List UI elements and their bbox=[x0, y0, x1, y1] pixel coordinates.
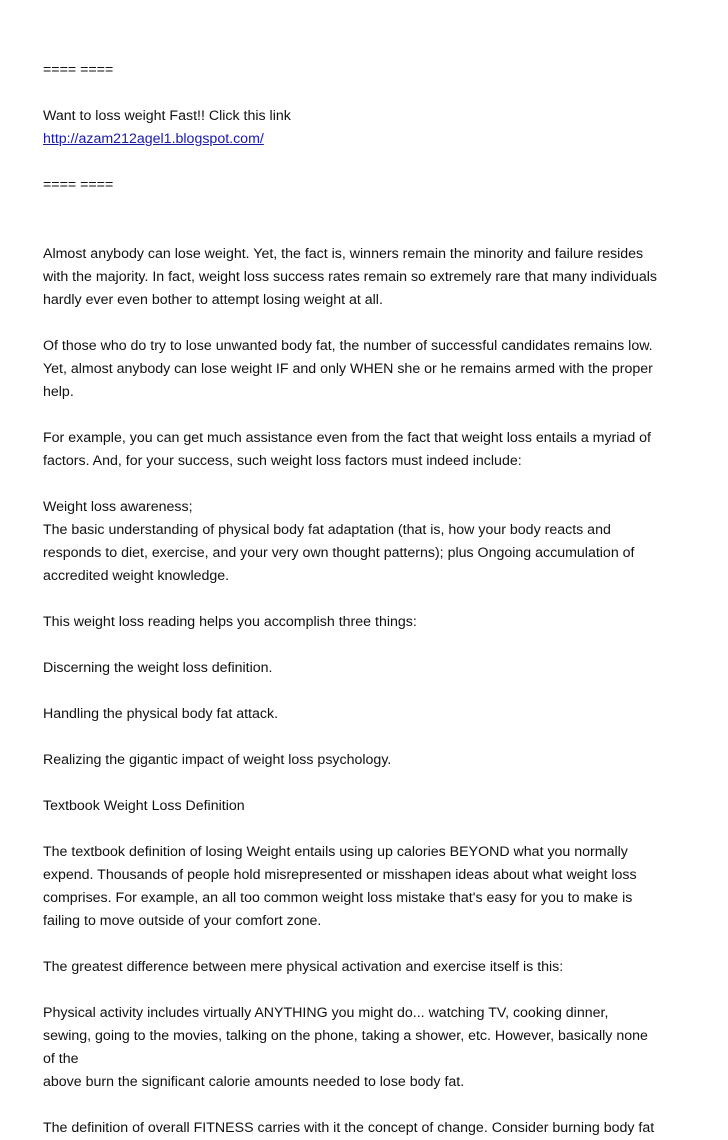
paragraph-line: Realizing the gigantic impact of weight loss psychology. bbox=[43, 752, 392, 768]
paragraph-line: Yet, almost anybody can lose weight IF and only WHEN she or he remains armed with the proper bbox=[43, 361, 653, 377]
paragraph-line: For example, you can get much assistance even from the fact that weight loss entails a myriad of bbox=[43, 430, 651, 446]
paragraph-line: of the bbox=[43, 1051, 79, 1067]
paragraph-line: help. bbox=[43, 384, 74, 400]
paragraph-line: This weight loss reading helps you accomplish three things: bbox=[43, 614, 417, 630]
paragraph-line: Handling the physical body fat attack. bbox=[43, 706, 279, 722]
paragraph bbox=[43, 749, 688, 772]
promo-link[interactable]: http://azam212agel1.blogspot.com/ bbox=[43, 131, 264, 147]
paragraph-line: Physical activity includes virtually ANYTHING you might do... watching TV, cooking dinner, bbox=[43, 1005, 609, 1021]
promo-text: Want to loss weight Fast!! Click this link bbox=[43, 108, 291, 124]
paragraph-line: expend. Thousands of people hold misrepresented or misshapen ideas about what weight loss bbox=[43, 867, 637, 883]
paragraph bbox=[43, 657, 688, 680]
paragraph-line: with the majority. In fact, weight loss success rates remain so extremely rare that many individuals bbox=[43, 269, 657, 285]
paragraph-line: Of those who do try to lose unwanted body fat, the number of successful candidates remains low. bbox=[43, 338, 653, 354]
separator-top: ==== ==== bbox=[43, 62, 114, 78]
paragraph-line: Weight loss awareness; bbox=[43, 499, 193, 515]
paragraph-line: comprises. For example, an all too common weight loss mistake that's easy for you to make is bbox=[43, 890, 633, 906]
paragraph bbox=[43, 703, 688, 726]
document-page bbox=[43, 59, 688, 1140]
paragraph bbox=[43, 795, 688, 818]
paragraph bbox=[43, 1002, 688, 1094]
paragraph-line: Textbook Weight Loss Definition bbox=[43, 798, 245, 814]
body-text bbox=[43, 243, 688, 1140]
paragraph-line: The definition of overall FITNESS carries with it the concept of change. Consider burning body fat bbox=[43, 1120, 655, 1136]
paragraph bbox=[43, 335, 688, 404]
separator-bottom: ==== ==== bbox=[43, 177, 114, 193]
paragraph-line: Almost anybody can lose weight. Yet, the fact is, winners remain the minority and failure resides bbox=[43, 246, 644, 262]
paragraph-line: accredited weight knowledge. bbox=[43, 568, 230, 584]
paragraph-line: sewing, going to the movies, talking on the phone, taking a shower, etc. However, basically none bbox=[43, 1028, 648, 1044]
paragraph-line: responds to diet, exercise, and your very own thought patterns); plus Ongoing accumulation of bbox=[43, 545, 635, 561]
paragraph-line: failing to move outside of your comfort zone. bbox=[43, 913, 322, 929]
paragraph bbox=[43, 427, 688, 473]
paragraph-line: The greatest difference between mere physical activation and exercise itself is this: bbox=[43, 959, 564, 975]
paragraph-line: The textbook definition of losing Weight entails using up calories BEYOND what you normally bbox=[43, 844, 628, 860]
paragraph bbox=[43, 496, 688, 588]
paragraph bbox=[43, 1117, 688, 1140]
paragraph bbox=[43, 611, 688, 634]
paragraph bbox=[43, 841, 688, 933]
paragraph-line: factors. And, for your success, such weight loss factors must indeed include: bbox=[43, 453, 522, 469]
paragraph-line: The basic understanding of physical body fat adaptation (that is, how your body reacts and bbox=[43, 522, 611, 538]
paragraph-line: hardly ever even bother to attempt losing weight at all. bbox=[43, 292, 383, 308]
paragraph-line: above burn the significant calorie amounts needed to lose body fat. bbox=[43, 1074, 465, 1090]
paragraph bbox=[43, 243, 688, 312]
paragraph bbox=[43, 956, 688, 979]
paragraph-line: Discerning the weight loss definition. bbox=[43, 660, 273, 676]
